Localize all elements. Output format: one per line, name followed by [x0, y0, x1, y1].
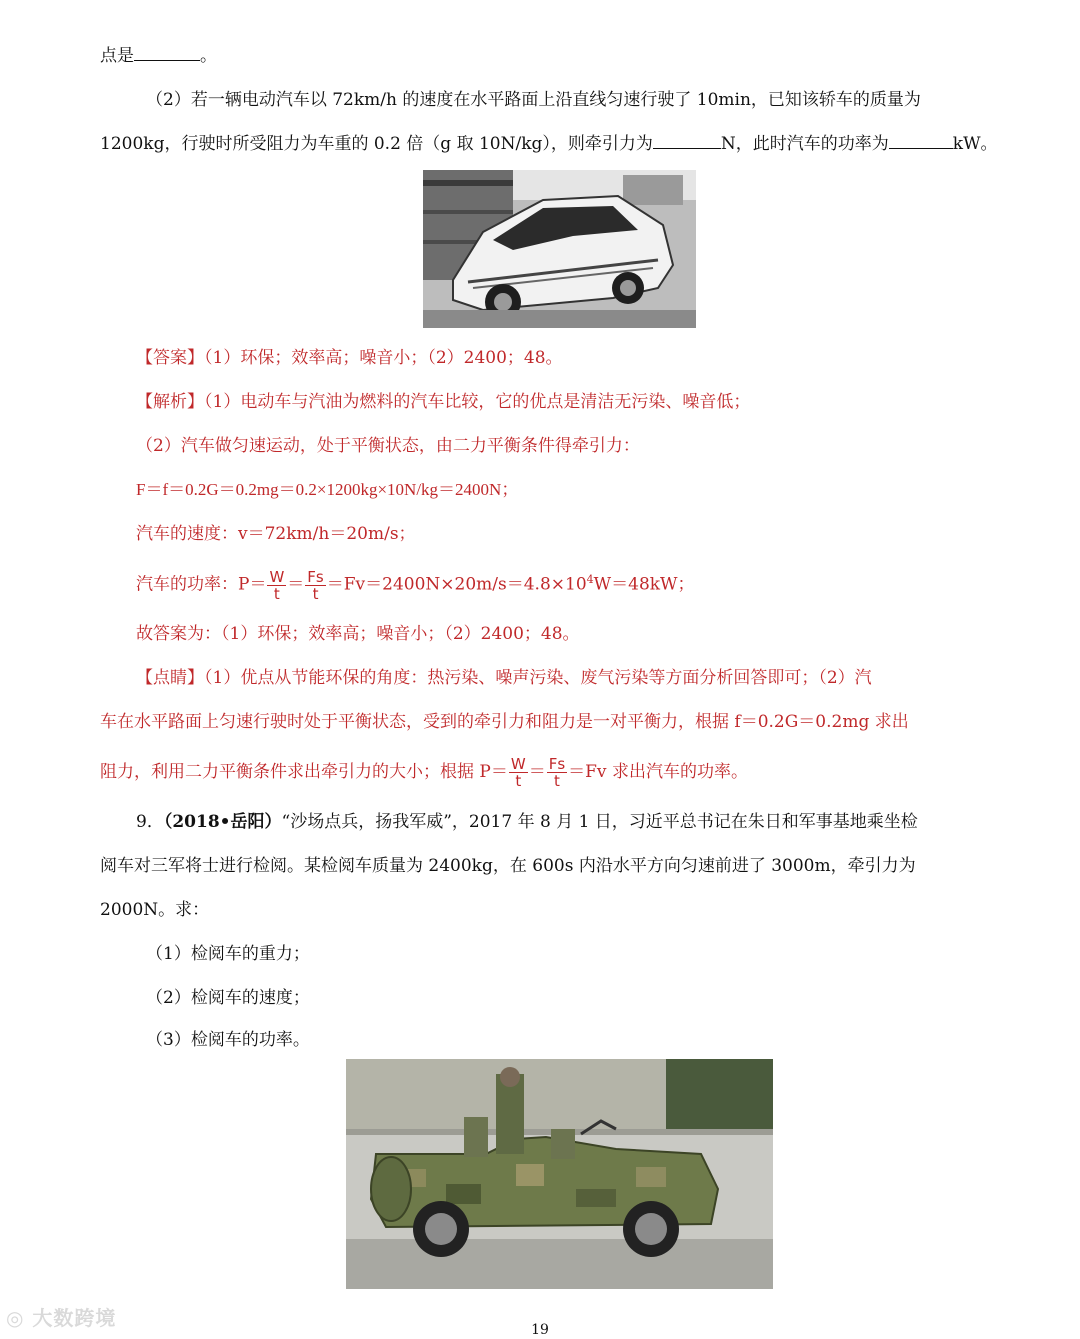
- text: 1200kg，行驶时所受阻力为车重的 0.2 倍（g 取 10N/kg），则牵引力为: [100, 134, 653, 154]
- text: 阻力，利用二力平衡条件求出牵引力的大小；根据 P＝: [100, 762, 508, 782]
- numerator: Fs: [548, 755, 566, 773]
- text: ＝Fv 求出汽车的功率。: [568, 762, 748, 782]
- question-9: [136, 810, 918, 834]
- question-9-cont: 阅车对三军将士进行检阅。某检阅车质量为 2400kg，在 600s 内沿水平方向匀速前进了 3000m，牵引力为: [100, 856, 916, 876]
- question-part-2: （2）若一辆电动汽车以 72km/h 的速度在水平路面上沿直线匀速行驶了 10min，已知该轿车的质量为: [146, 90, 921, 110]
- analysis-5: [136, 568, 695, 602]
- text: kW。: [952, 134, 998, 154]
- answer-blank: [653, 134, 721, 149]
- text: “沙场点兵，扬我军威”，2017 年 8 月 1 日，习近平总书记在朱日和军事基地乘坐检: [281, 812, 918, 832]
- tip-2: 车在水平路面上匀速行驶时处于平衡状态，受到的牵引力和阻力是一对平衡力，根据 f＝0.2G＝0.2mg 求出: [100, 712, 909, 732]
- question-part-2-cont: [100, 132, 998, 156]
- text: W＝48kW；: [593, 574, 695, 595]
- question-number: 9．: [136, 812, 164, 832]
- denominator: t: [515, 772, 522, 790]
- fraction-w-over-t: [509, 756, 528, 789]
- tip-3: [100, 756, 748, 789]
- text: 。: [200, 46, 217, 66]
- review-vehicle-photo: [346, 1059, 773, 1289]
- text: ＝: [287, 574, 305, 595]
- question-9-sub-1: （1）检阅车的重力；: [146, 944, 310, 964]
- tip-1: 【点睛】（1）优点从节能环保的角度：热污染、噪声污染、废气污染等方面分析回答即可；（2）汽: [136, 668, 872, 688]
- text: ＝: [528, 762, 546, 782]
- text: N，此时汽车的功率为: [720, 134, 889, 154]
- fraction-w-over-t: [267, 569, 286, 602]
- electric-car-photo: [423, 170, 696, 328]
- analysis-2: （2）汽车做匀速运动，处于平衡状态，由二力平衡条件得牵引力：: [136, 436, 640, 456]
- answer-blank: [134, 46, 200, 61]
- page-number: 19: [531, 1322, 549, 1338]
- denominator: t: [553, 772, 560, 790]
- question-9-cont-2: 2000N。求：: [100, 900, 210, 920]
- analysis-4: 汽车的速度：v＝72km/h＝20m/s；: [136, 524, 416, 544]
- question-source: （2018•岳阳）: [163, 812, 282, 832]
- analysis-6: 故答案为：（1）环保；效率高；噪音小；（2）2400；48。: [136, 624, 580, 644]
- line-1: [100, 44, 217, 68]
- fraction-fs-over-t: [547, 756, 567, 789]
- fraction-fs-over-t: [305, 569, 325, 602]
- watermark-text: 大数跨境: [32, 1306, 117, 1330]
- question-9-sub-3: （3）检阅车的功率。: [146, 1030, 310, 1050]
- analysis-1: 【解析】（1）电动车与汽油为燃料的汽车比较，它的优点是清洁无污染、噪音低；: [136, 392, 751, 412]
- numerator: Fs: [307, 567, 324, 586]
- watermark-icon: ◎: [6, 1306, 25, 1330]
- question-9-sub-2: （2）检阅车的速度；: [146, 988, 310, 1008]
- exponent: 4: [586, 573, 594, 586]
- analysis-3: F＝f＝0.2G＝0.2mg＝0.2×1200kg×10N/kg＝2400N；: [136, 480, 519, 499]
- denominator: t: [273, 584, 280, 603]
- numerator: W: [510, 755, 526, 773]
- answer-blank: [889, 134, 953, 149]
- denominator: t: [312, 584, 319, 603]
- text: ＝Fv＝2400N×20m/s＝4.8×10: [326, 574, 587, 595]
- numerator: W: [269, 567, 285, 586]
- text: 点是: [100, 46, 134, 66]
- text: 汽车的功率：P＝: [136, 574, 267, 595]
- answer: 【答案】（1）环保；效率高；噪音小；（2）2400；48。: [136, 348, 563, 368]
